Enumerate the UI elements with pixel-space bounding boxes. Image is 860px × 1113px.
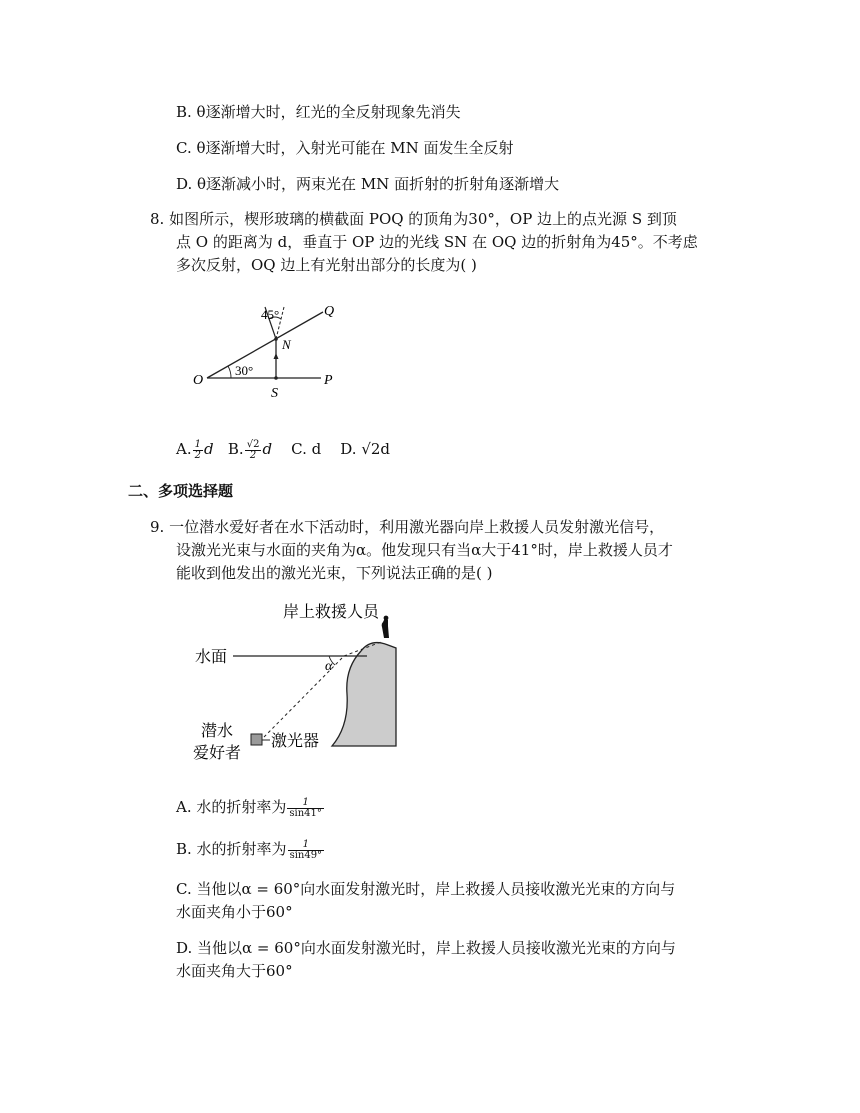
q9-label-alpha: α [325, 659, 333, 674]
q8-stem-line1: 8. 如图所示，楔形玻璃的横截面 POQ 的顶角为30°，OP 边上的点光源 S 到顶 [150, 210, 677, 228]
q9-option-d-line1: D. 当他以α = 60°向水面发射激光时，岸上救援人员接收激光光束的方向与 [176, 939, 676, 957]
q8-stem-line3: 多次反射，OQ 边上有光射出部分的长度为( ) [176, 256, 477, 274]
q9-stem-line1: 9. 一位潜水爱好者在水下活动时，利用激光器向岸上救援人员发射激光信号， [150, 518, 665, 536]
q9-option-a-den: sin41° [289, 807, 322, 819]
q9-option-c-line2: 水面夹角小于60° [176, 903, 293, 921]
q9-rescuer-head [384, 616, 389, 621]
q8-label-p: P [324, 373, 333, 388]
q8-label-45: 45° [261, 307, 280, 322]
q9-option-a [176, 794, 325, 820]
q7-option-c: C. θ逐渐增大时，入射光可能在 MN 面发生全反射 [176, 139, 514, 157]
q8-option-b-num: √2 [246, 438, 260, 450]
q9-label-diver1: 潜水 [201, 723, 234, 740]
q9-option-b [176, 836, 325, 862]
q8-angle-arc-o [228, 366, 231, 378]
q8-label-q: Q [324, 304, 335, 319]
section-heading: 二、多项选择题 [128, 482, 234, 500]
q8-label-30: 30° [235, 363, 254, 378]
q9-option-b-den: sin49° [289, 849, 323, 861]
q8-option-a-fraction [193, 440, 203, 461]
q9-stem-line2: 设激光光束与水面的夹角为α。他发现只有当α大于41°时，岸上救援人员才 [176, 541, 673, 559]
q9-laser-device [251, 734, 262, 745]
q8-options [176, 436, 390, 462]
q8-option-b-den: 2 [249, 449, 257, 461]
q7-option-b: B. θ逐渐增大时，红光的全反射现象先消失 [176, 103, 461, 121]
q8-option-d: D. √2d [340, 440, 391, 458]
q9-option-a-label: A. 水的折射率为 [176, 798, 287, 816]
q9-option-b-num: 1 [288, 840, 325, 851]
q8-option-b-var: d [262, 440, 273, 458]
q8-label-o: O [193, 373, 204, 388]
q9-option-b-label: B. 水的折射率为 [176, 840, 287, 858]
q8-option-a-num: 1 [194, 438, 201, 450]
q8-figure [185, 295, 355, 405]
q8-point-n [274, 337, 278, 341]
q8-option-a-den: 2 [194, 449, 201, 461]
q9-option-c-line1: C. 当他以α = 60°向水面发射激光时，岸上救援人员接收激光光束的方向与 [176, 880, 676, 898]
q8-option-a-var: d [203, 440, 214, 458]
q8-option-a-label: A. [176, 440, 192, 458]
q9-option-d-line2: 水面夹角大于60° [176, 962, 293, 980]
q7-option-d: D. θ逐渐减小时，两束光在 MN 面折射的折射角逐渐增大 [176, 175, 560, 193]
q8-option-b-label: B. [227, 440, 244, 458]
q9-rescuer-figure [382, 618, 389, 638]
q9-figure [185, 598, 415, 770]
q9-label-laser: 激光器 [271, 733, 320, 750]
q8-label-n: N [282, 337, 291, 352]
q9-stem-line3: 能收到他发出的激光光束，下列说法正确的是( ) [176, 564, 493, 582]
q8-point-s [274, 376, 278, 380]
q9-option-a-num: 1 [287, 798, 324, 809]
q9-label-diver2: 爱好者 [193, 745, 242, 762]
q8-option-b-fraction [245, 440, 262, 461]
q8-ray-arrow [274, 353, 279, 359]
q9-label-water: 水面 [195, 649, 228, 666]
q8-label-s: S [271, 386, 278, 401]
q9-option-a-fraction [287, 798, 324, 819]
q8-option-c: C. d [291, 440, 322, 458]
q9-option-b-fraction [288, 840, 325, 861]
q9-label-rescuer: 岸上救援人员 [283, 604, 380, 621]
q8-stem-line2: 点 O 的距离为 d，垂直于 OP 边的光线 SN 在 OQ 边的折射角为45°。不考虑 [176, 233, 698, 251]
